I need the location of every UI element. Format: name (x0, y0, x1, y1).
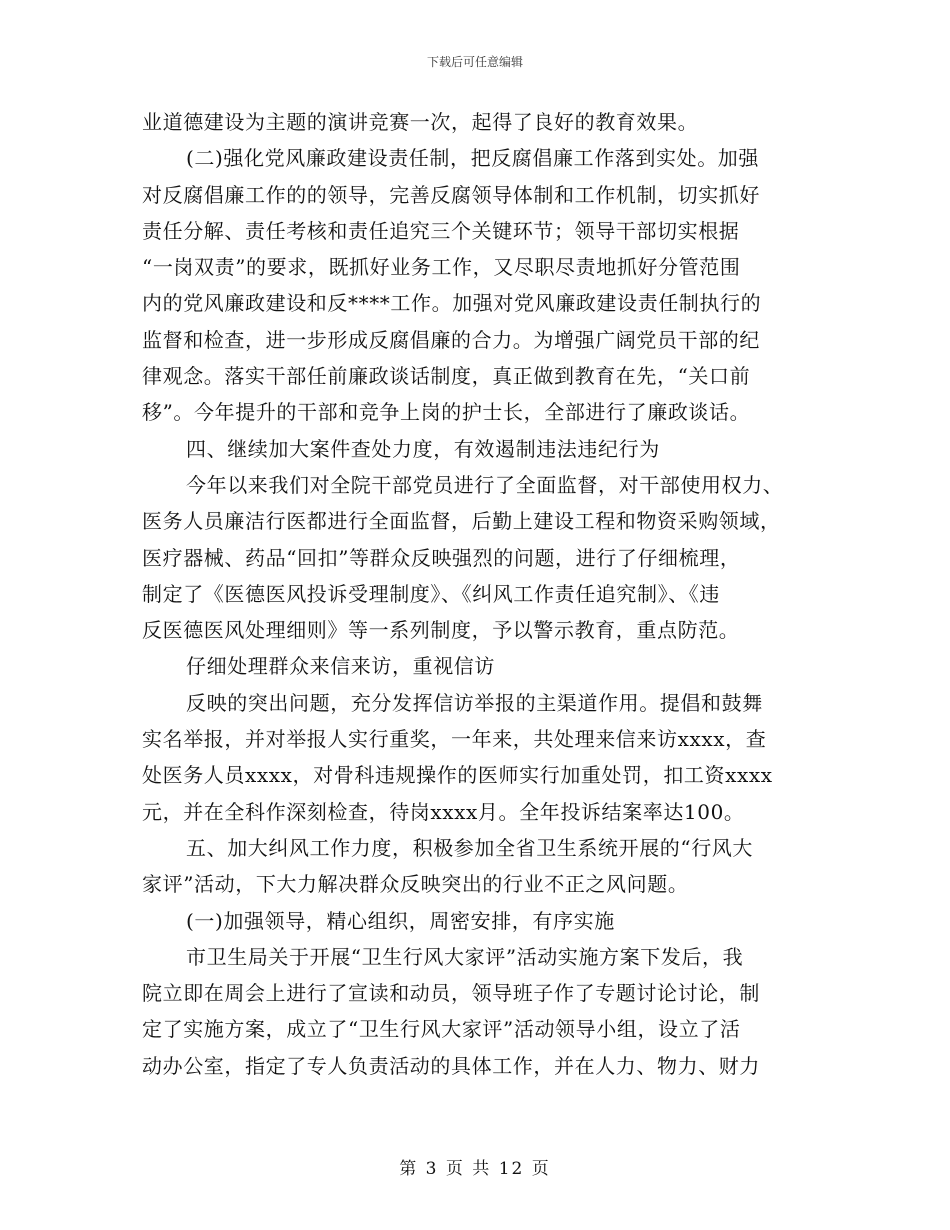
text-line: 元，并在全科作深刻检查，待岗xxxx月。全年投诉结案率达100。 (142, 799, 745, 824)
text-line: 移”。今年提升的干部和竞争上岗的护士长，全部进行了廉政谈话。 (142, 400, 751, 425)
text-line: 反医德医风处理细则》等一系列制度，予以警示教育，重点防范。 (142, 618, 740, 643)
text-line: 实名举报，并对举报人实行重奖，一年来，共处理来信来访xxxx，查 (142, 727, 767, 752)
text-line: 监督和检查，进一步形成反腐倡廉的合力。为增强广阔党员干部的纪 (142, 327, 760, 352)
text-line: 医务人员廉洁行医都进行全面监督，后勤上建设工程和物资采购领域， (142, 509, 781, 534)
text-line: 医疗器械、药品“回扣”等群众反映强烈的问题，进行了仔细梳理， (142, 545, 741, 570)
text-line: 今年以来我们对全院干部党员进行了全面监督，对干部使用权力、 (186, 472, 784, 497)
document-body (142, 104, 802, 1084)
subsection-heading: (一)加强领导，精心组织，周密安排，有序实施 (186, 908, 615, 933)
text-line: 处医务人员xxxx，对骨科违规操作的医师实行加重处罚，扣工资xxxx (142, 763, 773, 788)
page-header: 下载后可任意编辑 (426, 55, 523, 69)
text-line: 院立即在周会上进行了宣读和动员，领导班子作了专题讨论讨论，制 (142, 981, 760, 1006)
text-line: 对反腐倡廉工作的的领导，完善反腐领导体制和工作机制，切实抓好 (142, 182, 760, 207)
text-line: 市卫生局关于开展“卫生行风大家评”活动实施方案下发后，我 (186, 944, 744, 969)
text-line: 仔细处理群众来信来访，重视信访 (186, 654, 495, 679)
text-line: 责任分解、责任考核和责任追究三个关键环节；领导干部切实根据 (142, 218, 740, 243)
text-line: 业道德建设为主题的演讲竞赛一次，起得了良好的教育效果。 (142, 110, 699, 134)
text-line: 制定了《医德医风投诉受理制度》、《纠风工作责任追究制》、《违 (142, 581, 720, 606)
text-line: 内的党风廉政建设和反****工作。加强对党风廉政建设责任制执行的 (142, 291, 762, 316)
page-number-footer: 第 3 页 共 12 页 (399, 1159, 551, 1179)
text-line: 家评”活动，下大力解决群众反映突出的行业不正之风问题。 (142, 872, 689, 897)
text-line: 反映的突出问题，充分发挥信访举报的主渠道作用。提倡和鼓舞 (186, 690, 763, 715)
text-line: 动办公室，指定了专人负责活动的具体工作，并在人力、物力、财力 (142, 1053, 760, 1078)
text-line: “一岗双责”的要求，既抓好业务工作，又尽职尽责地抓好分管范围 (142, 255, 741, 280)
section-heading: 四、继续加大案件查处力度，有效遏制违法违纪行为 (186, 436, 660, 461)
section-heading: 五、加大纠风工作力度，积极参加全省卫生系统开展的“行风大 (186, 835, 754, 860)
text-line: 定了实施方案，成立了“卫生行风大家评”活动领导小组，设立了活 (142, 1017, 741, 1042)
text-line: (二)强化党风廉政建设责任制，把反腐倡廉工作落到实处。加强 (186, 146, 760, 171)
text-line: 律观念。落实干部任前廉政谈话制度，真正做到教育在先，“关口前 (142, 364, 751, 389)
